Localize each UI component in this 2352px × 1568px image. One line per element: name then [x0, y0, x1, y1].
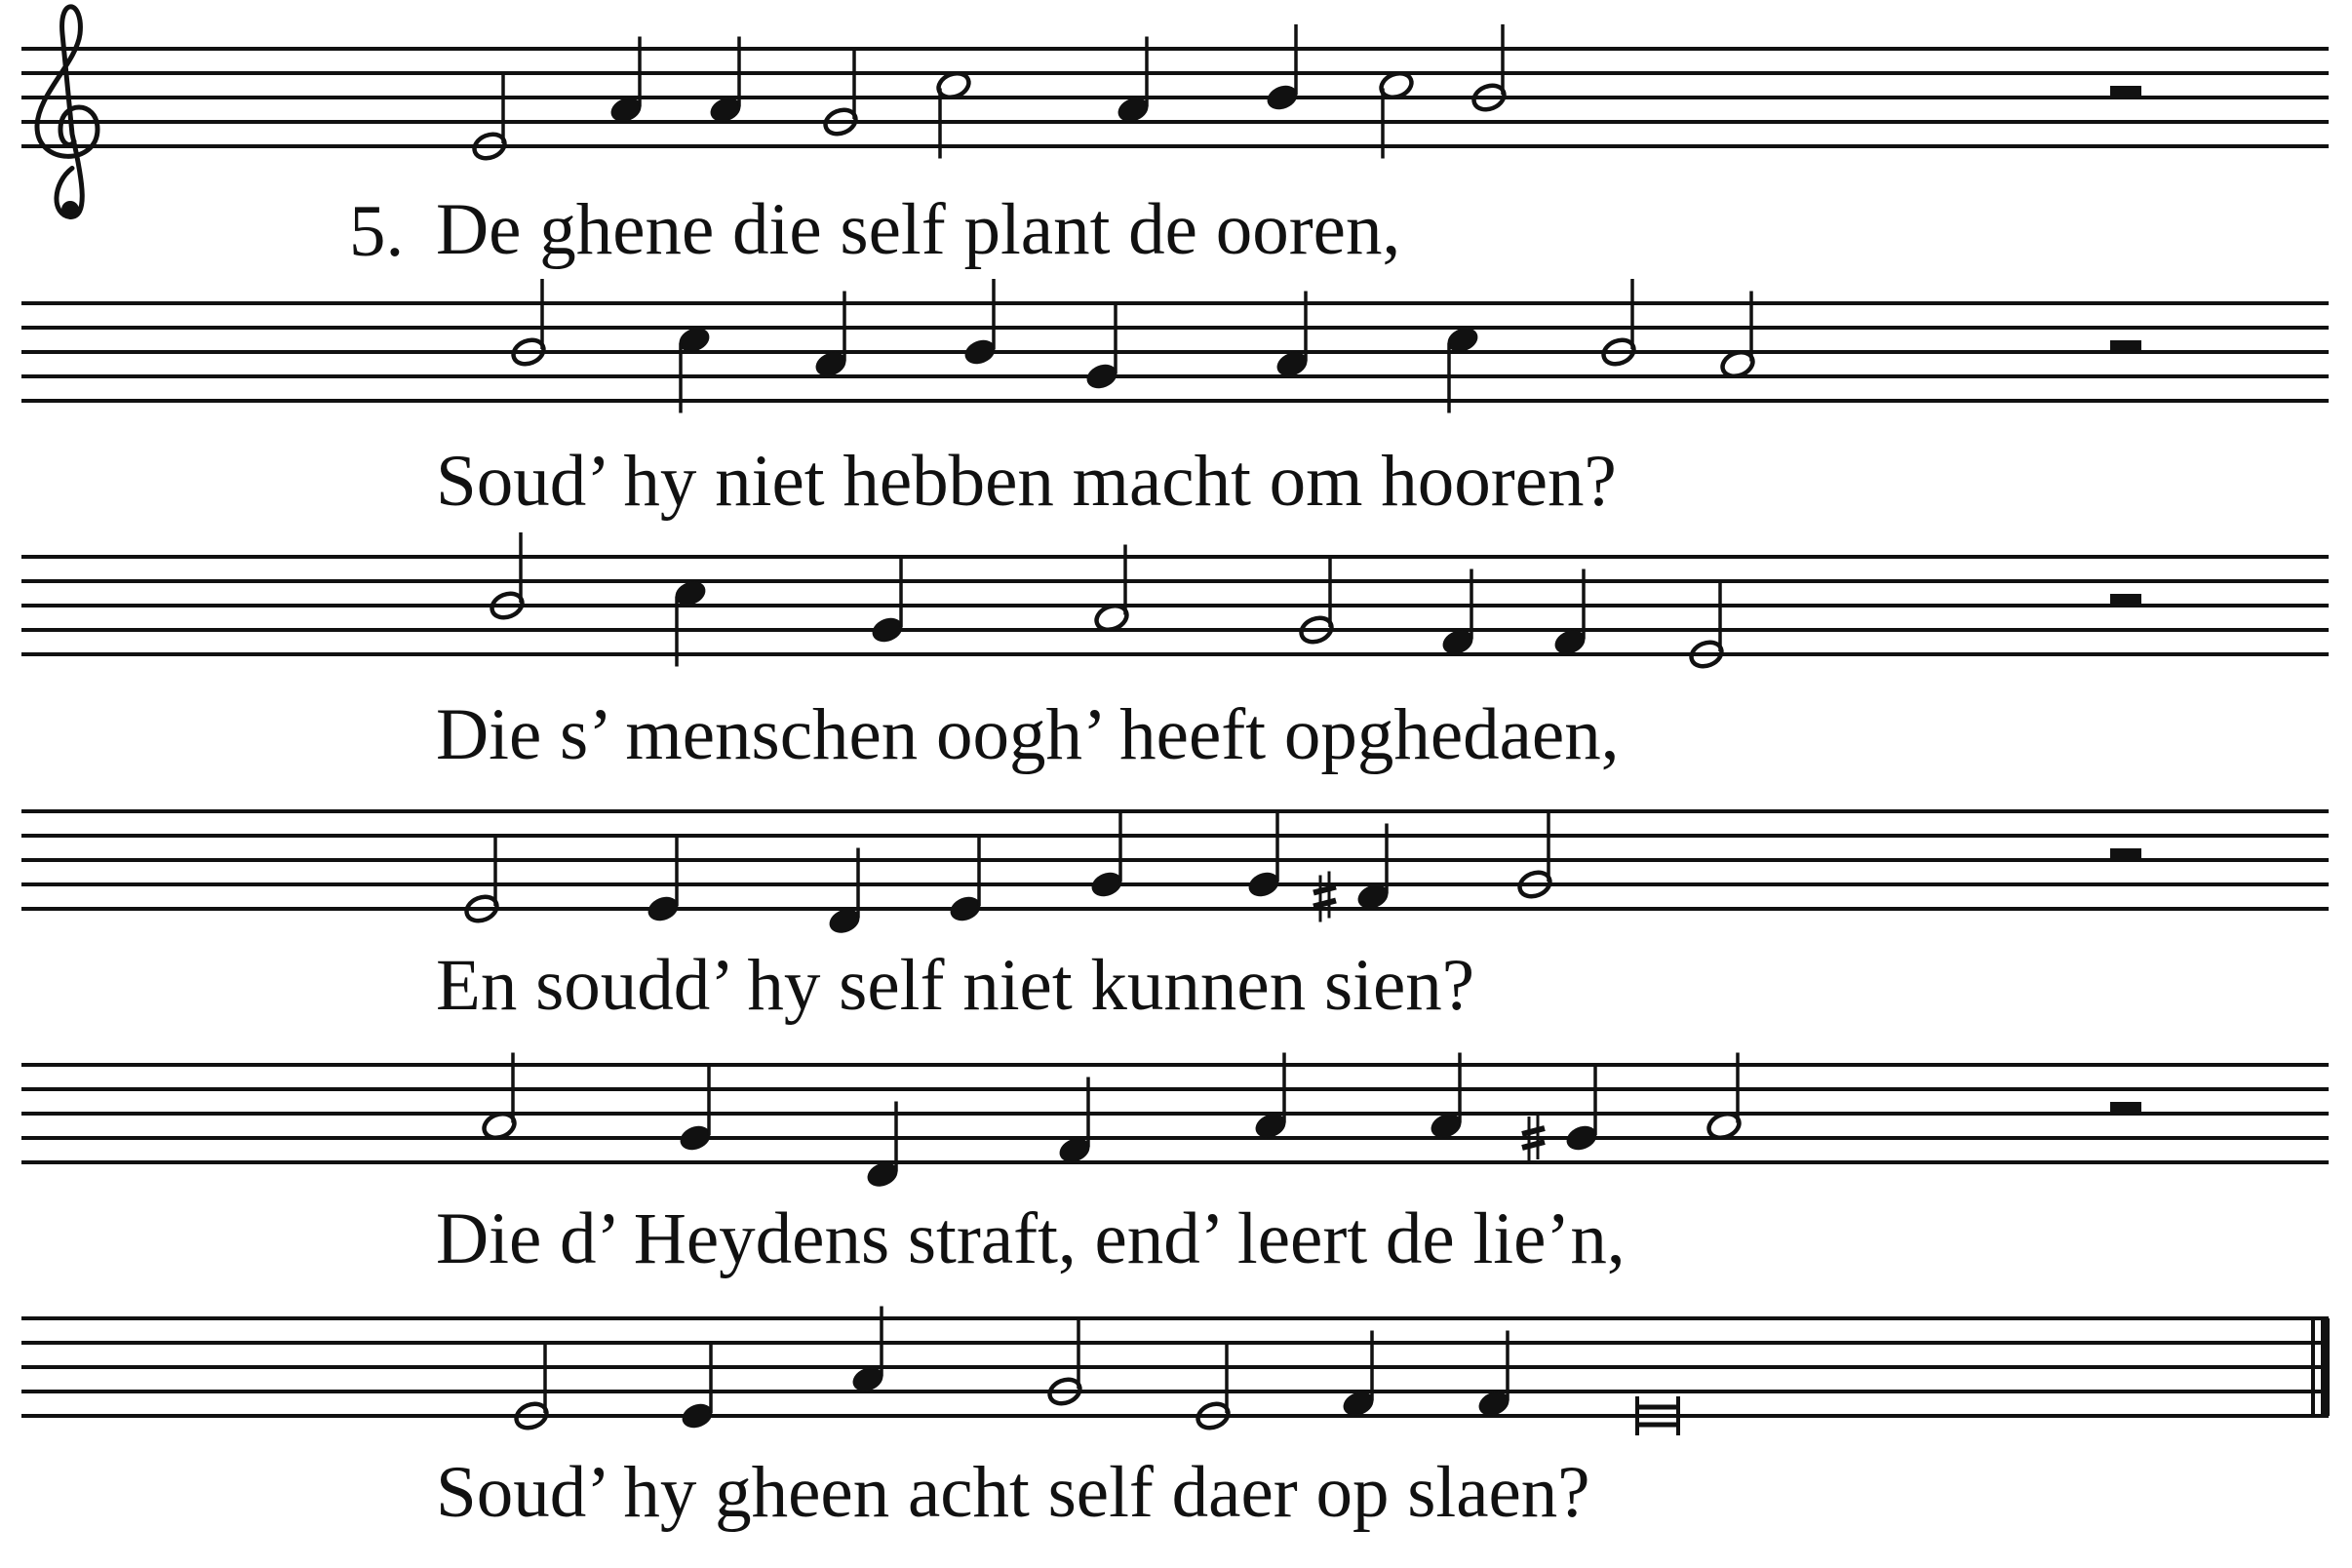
note-quarter: [679, 1343, 716, 1432]
verse-number: 5.: [349, 191, 405, 272]
note-quarter: [677, 1065, 714, 1155]
note-quarter: [869, 557, 906, 647]
note-half: [1470, 24, 1508, 114]
sharp-accidental: [1313, 872, 1336, 922]
note-half: [471, 73, 508, 163]
staff: [21, 49, 2329, 146]
note-half: [1195, 1343, 1232, 1432]
treble-clef-icon: [37, 7, 98, 218]
note-half: [463, 836, 500, 925]
staff: [21, 1065, 2329, 1162]
half-rest: [2110, 1102, 2141, 1114]
staff: [21, 1318, 2329, 1416]
music-system: [21, 279, 2329, 522]
note-quarter: [1088, 811, 1125, 901]
note-half: [1046, 1318, 1083, 1408]
staff: [21, 303, 2329, 401]
note-half: [1298, 557, 1335, 647]
half-rest: [2110, 594, 2141, 606]
note-quarter: [645, 836, 682, 925]
music-system: [21, 532, 2329, 775]
note-half: [1688, 581, 1725, 671]
note-quarter: [1245, 811, 1282, 901]
music-system: [21, 1053, 2329, 1280]
note-quarter: [961, 279, 999, 369]
note-quarter: [947, 836, 984, 925]
music-system: [21, 811, 2329, 1026]
music-system: [21, 1307, 2330, 1534]
note-half: [510, 279, 547, 369]
half-rest: [2110, 340, 2141, 352]
half-rest: [2110, 86, 2141, 98]
lyric-line: En soudd’ hy self niet kunnen sien?: [436, 945, 1475, 1026]
note-quarter: [1083, 303, 1120, 393]
staff: [21, 811, 2329, 909]
lyric-line: Soud’ hy niet hebben macht om hooren?: [436, 441, 1617, 522]
staff: [21, 557, 2329, 654]
note-half: [513, 1343, 550, 1432]
half-rest: [2110, 848, 2141, 860]
lyric-line: Die s’ menschen oogh’ heeft opghedaen,: [436, 694, 1620, 775]
note-half: [1600, 279, 1637, 369]
note-half: [489, 532, 526, 622]
lyric-line: De ghene die self plant de ooren,: [436, 189, 1401, 270]
note-half: [822, 49, 859, 138]
lyric-line: Soud’ hy gheen acht self daer op slaen?: [436, 1452, 1590, 1533]
lyric-line: Die d’ Heydens straft, end’ leert de lie’n,: [436, 1198, 1626, 1279]
note-half: [1516, 811, 1553, 901]
note-quarter: [1264, 24, 1301, 114]
